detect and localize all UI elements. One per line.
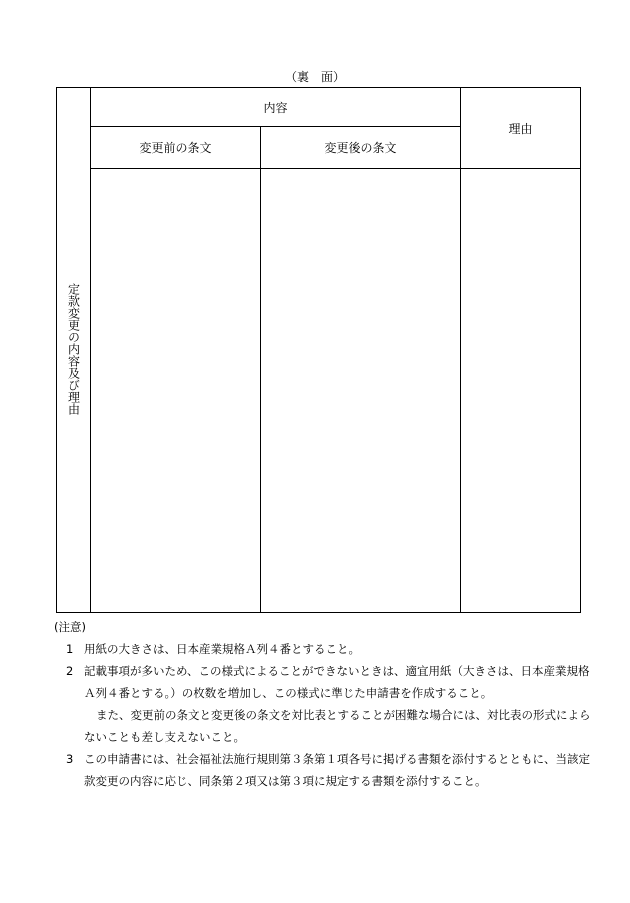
row-label: 定款変更の内容及び理由	[66, 282, 81, 415]
before-content-cell[interactable]	[91, 169, 261, 613]
reason-content-cell[interactable]	[461, 169, 581, 613]
note-text: 用紙の大きさは、日本産業規格Ａ列４番とすること。	[84, 642, 360, 656]
note-number: 2	[66, 664, 74, 678]
note-item-2	[66, 660, 594, 704]
note-number: 1	[66, 642, 74, 656]
contents-header: 内容	[91, 88, 461, 127]
amendment-table	[56, 87, 581, 613]
notes-title: (注意)	[54, 620, 86, 634]
after-content-cell[interactable]	[261, 169, 461, 613]
note-item-3	[66, 748, 594, 792]
after-header: 変更後の条文	[261, 127, 461, 169]
row-label-cell	[57, 88, 91, 613]
before-header: 変更前の条文	[91, 127, 261, 169]
note-text: 記載事項が多いため、この様式によることができないときは、適宜用紙（大きさは、日本産業規格Ａ列４番とする。）の枚数を増加し、この様式に準じた申請書を作成すること。	[84, 664, 590, 700]
note-item-2-continuation: また、変更前の条文と変更後の条文を対比表とすることが困難な場合には、対比表の形式によらないことも差し支えないこと。	[84, 708, 591, 744]
reason-header: 理由	[461, 88, 581, 169]
note-text: この申請書には、社会福祉法施行規則第３条第１項各号に掲げる書類を添付するとともに、当該定款変更の内容に応じ、同条第２項又は第３項に規定する書類を添付すること。	[84, 752, 590, 788]
page-side-label: （裏 面）	[284, 70, 345, 84]
note-item-1	[66, 638, 594, 660]
note-number: 3	[66, 752, 74, 766]
notes-section	[54, 616, 594, 792]
